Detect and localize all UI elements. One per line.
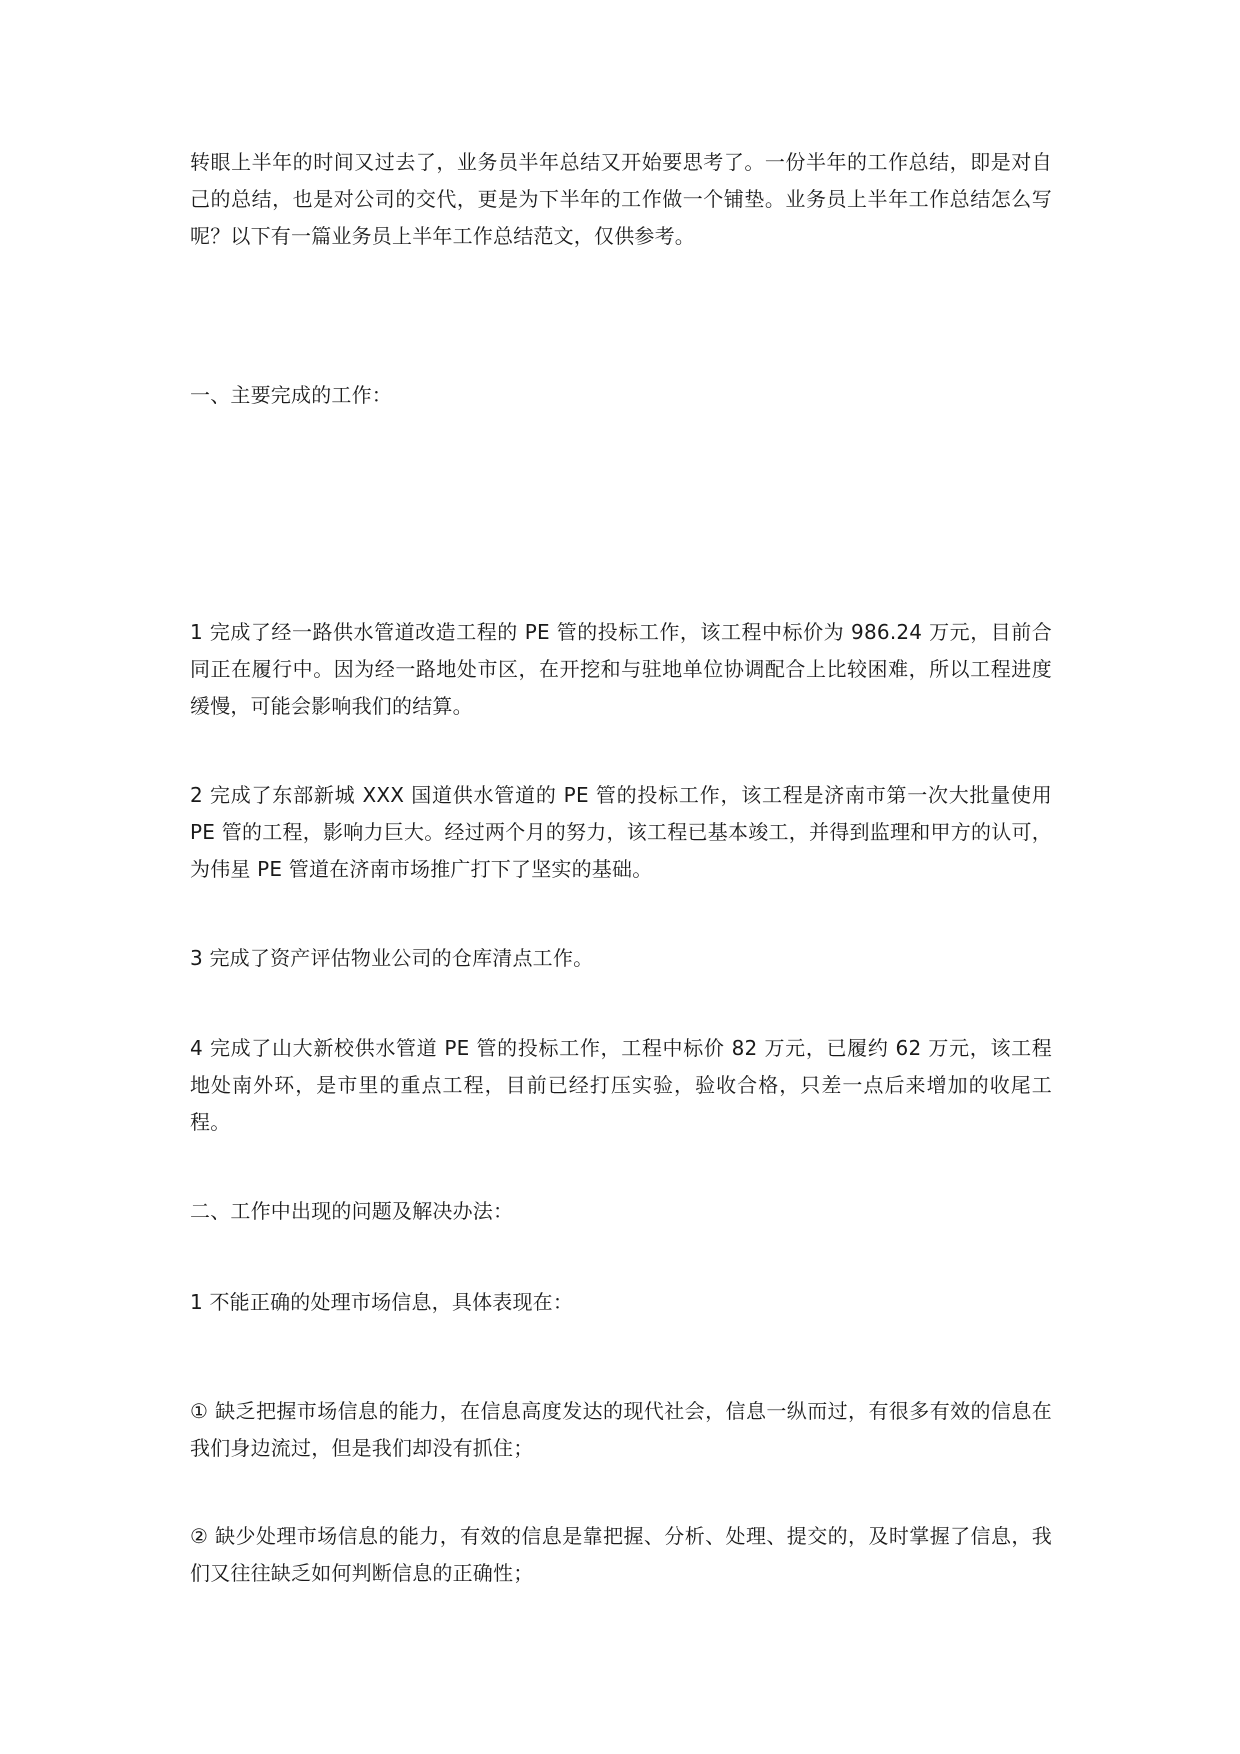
work-item-2: 2 完成了东部新城 XXX 国道供水管道的 PE 管的投标工作，该工程是济南市第一次大批量使用 PE 管的工程，影响力巨大。经过两个月的努力，该工程已基本竣工，并得到监理和甲方的认可，为伟星 PE 管道在济南市场推广打下了坚实的基础。: [190, 783, 1052, 881]
work-item-4: 4 完成了山大新校供水管道 PE 管的投标工作，工程中标价 82 万元，已履约 62 万元，该工程地处南外环，是市里的重点工程，目前已经打压实验，验收合格，只差一点后来增加的收尾工程。: [190, 1036, 1052, 1134]
section-heading-main-work: 一、主要完成的工作：: [190, 383, 392, 407]
work-item-1: 1 完成了经一路供水管道改造工程的 PE 管的投标工作，该工程中标价为 986.24 万元，目前合同正在履行中。因为经一路地处市区，在开挖和与驻地单位协调配合上比较困难，所以工程进度缓慢，可能会影响我们的结算。: [190, 620, 1052, 718]
intro-paragraph: 转眼上半年的时间又过去了，业务员半年总结又开始要思考了。一份半年的工作总结，即是对自己的总结，也是对公司的交代，更是为下半年的工作做一个铺垫。业务员上半年工作总结怎么写呢？以下有一篇业务员上半年工作总结范文，仅供参考。: [190, 150, 1052, 248]
problem-subitem-2: ② 缺少处理市场信息的能力，有效的信息是靠把握、分析、处理、提交的，及时掌握了信息，我们又往往缺乏如何判断信息的正确性；: [190, 1524, 1052, 1585]
problem-item-1: 1 不能正确的处理市场信息，具体表现在：: [190, 1290, 574, 1314]
section-heading-problems: 二、工作中出现的问题及解决办法：: [190, 1199, 514, 1223]
work-item-3: 3 完成了资产评估物业公司的仓库清点工作。: [190, 946, 594, 970]
problem-subitem-1: ① 缺乏把握市场信息的能力，在信息高度发达的现代社会，信息一纵而过，有很多有效的信息在我们身边流过，但是我们却没有抓住；: [190, 1399, 1052, 1460]
